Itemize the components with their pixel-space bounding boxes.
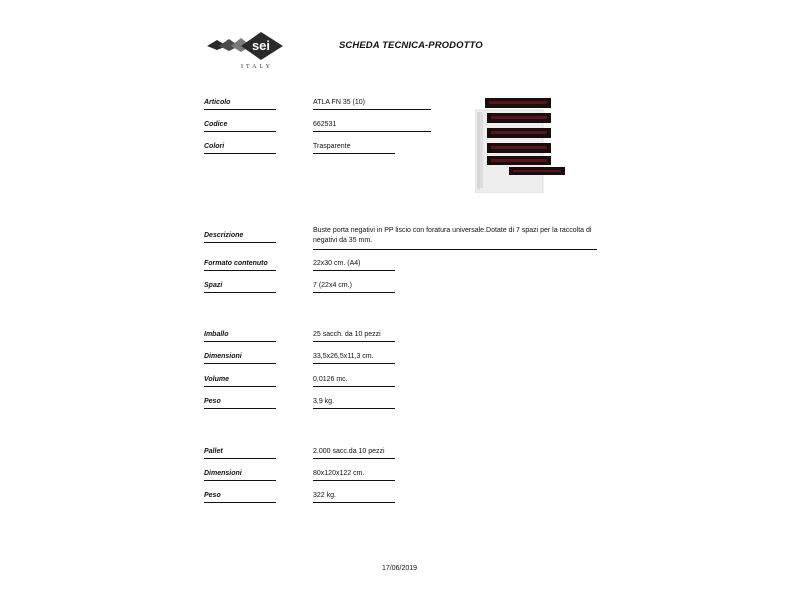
value-dimensioni-imballo: 33,5x26,5x11,3 cm. bbox=[313, 353, 395, 364]
negative-sleeve-image bbox=[475, 96, 567, 193]
label-formato: Formato contenuto bbox=[204, 260, 276, 271]
label-articolo: Articolo bbox=[204, 99, 276, 110]
value-pallet: 2.000 sacc.da 10 pezzi bbox=[313, 448, 395, 459]
document-title: SCHEDA TECNICA-PRODOTTO bbox=[339, 40, 483, 51]
value-codice: 662531 bbox=[313, 121, 431, 132]
brand-logo bbox=[205, 28, 283, 74]
footer-date: 17/06/2019 bbox=[382, 565, 418, 572]
label-pallet: Pallet bbox=[204, 448, 276, 459]
value-articolo: ATLA FN 35 (10) bbox=[313, 99, 431, 110]
value-descrizione: Buste porta negativi in PP liscio con foratura universale.Dotate di 7 spazi per la raccolta di negativi da 35 mm. bbox=[313, 226, 597, 250]
product-photo bbox=[475, 96, 567, 193]
value-colori: Trasparente bbox=[313, 143, 395, 154]
value-peso-pallet: 322 kg. bbox=[313, 492, 395, 503]
label-dimensioni-pallet: Dimensioni bbox=[204, 470, 276, 481]
label-colori: Colori bbox=[204, 143, 276, 154]
logo-subtext: ITALY bbox=[241, 64, 273, 70]
label-peso-pallet: Peso bbox=[204, 492, 276, 503]
value-peso-imballo: 3,9 kg. bbox=[313, 398, 395, 409]
label-volume: Volume bbox=[204, 376, 276, 387]
logo-text: sei bbox=[251, 38, 271, 53]
label-codice: Codice bbox=[204, 121, 276, 132]
value-spazi: 7 (22x4 cm.) bbox=[313, 282, 395, 293]
value-volume: 0,0126 mc. bbox=[313, 376, 395, 387]
logo-mark bbox=[205, 28, 285, 64]
label-descrizione: Descrizione bbox=[204, 232, 276, 243]
value-formato: 22x30 cm. (A4) bbox=[313, 260, 395, 271]
label-dimensioni-imballo: Dimensioni bbox=[204, 353, 276, 364]
label-imballo: Imballo bbox=[204, 331, 276, 342]
label-spazi: Spazi bbox=[204, 282, 276, 293]
value-imballo: 25 sacch. da 10 pezzi bbox=[313, 331, 395, 342]
label-peso-imballo: Peso bbox=[204, 398, 276, 409]
value-dimensioni-pallet: 80x120x122 cm. bbox=[313, 470, 395, 481]
